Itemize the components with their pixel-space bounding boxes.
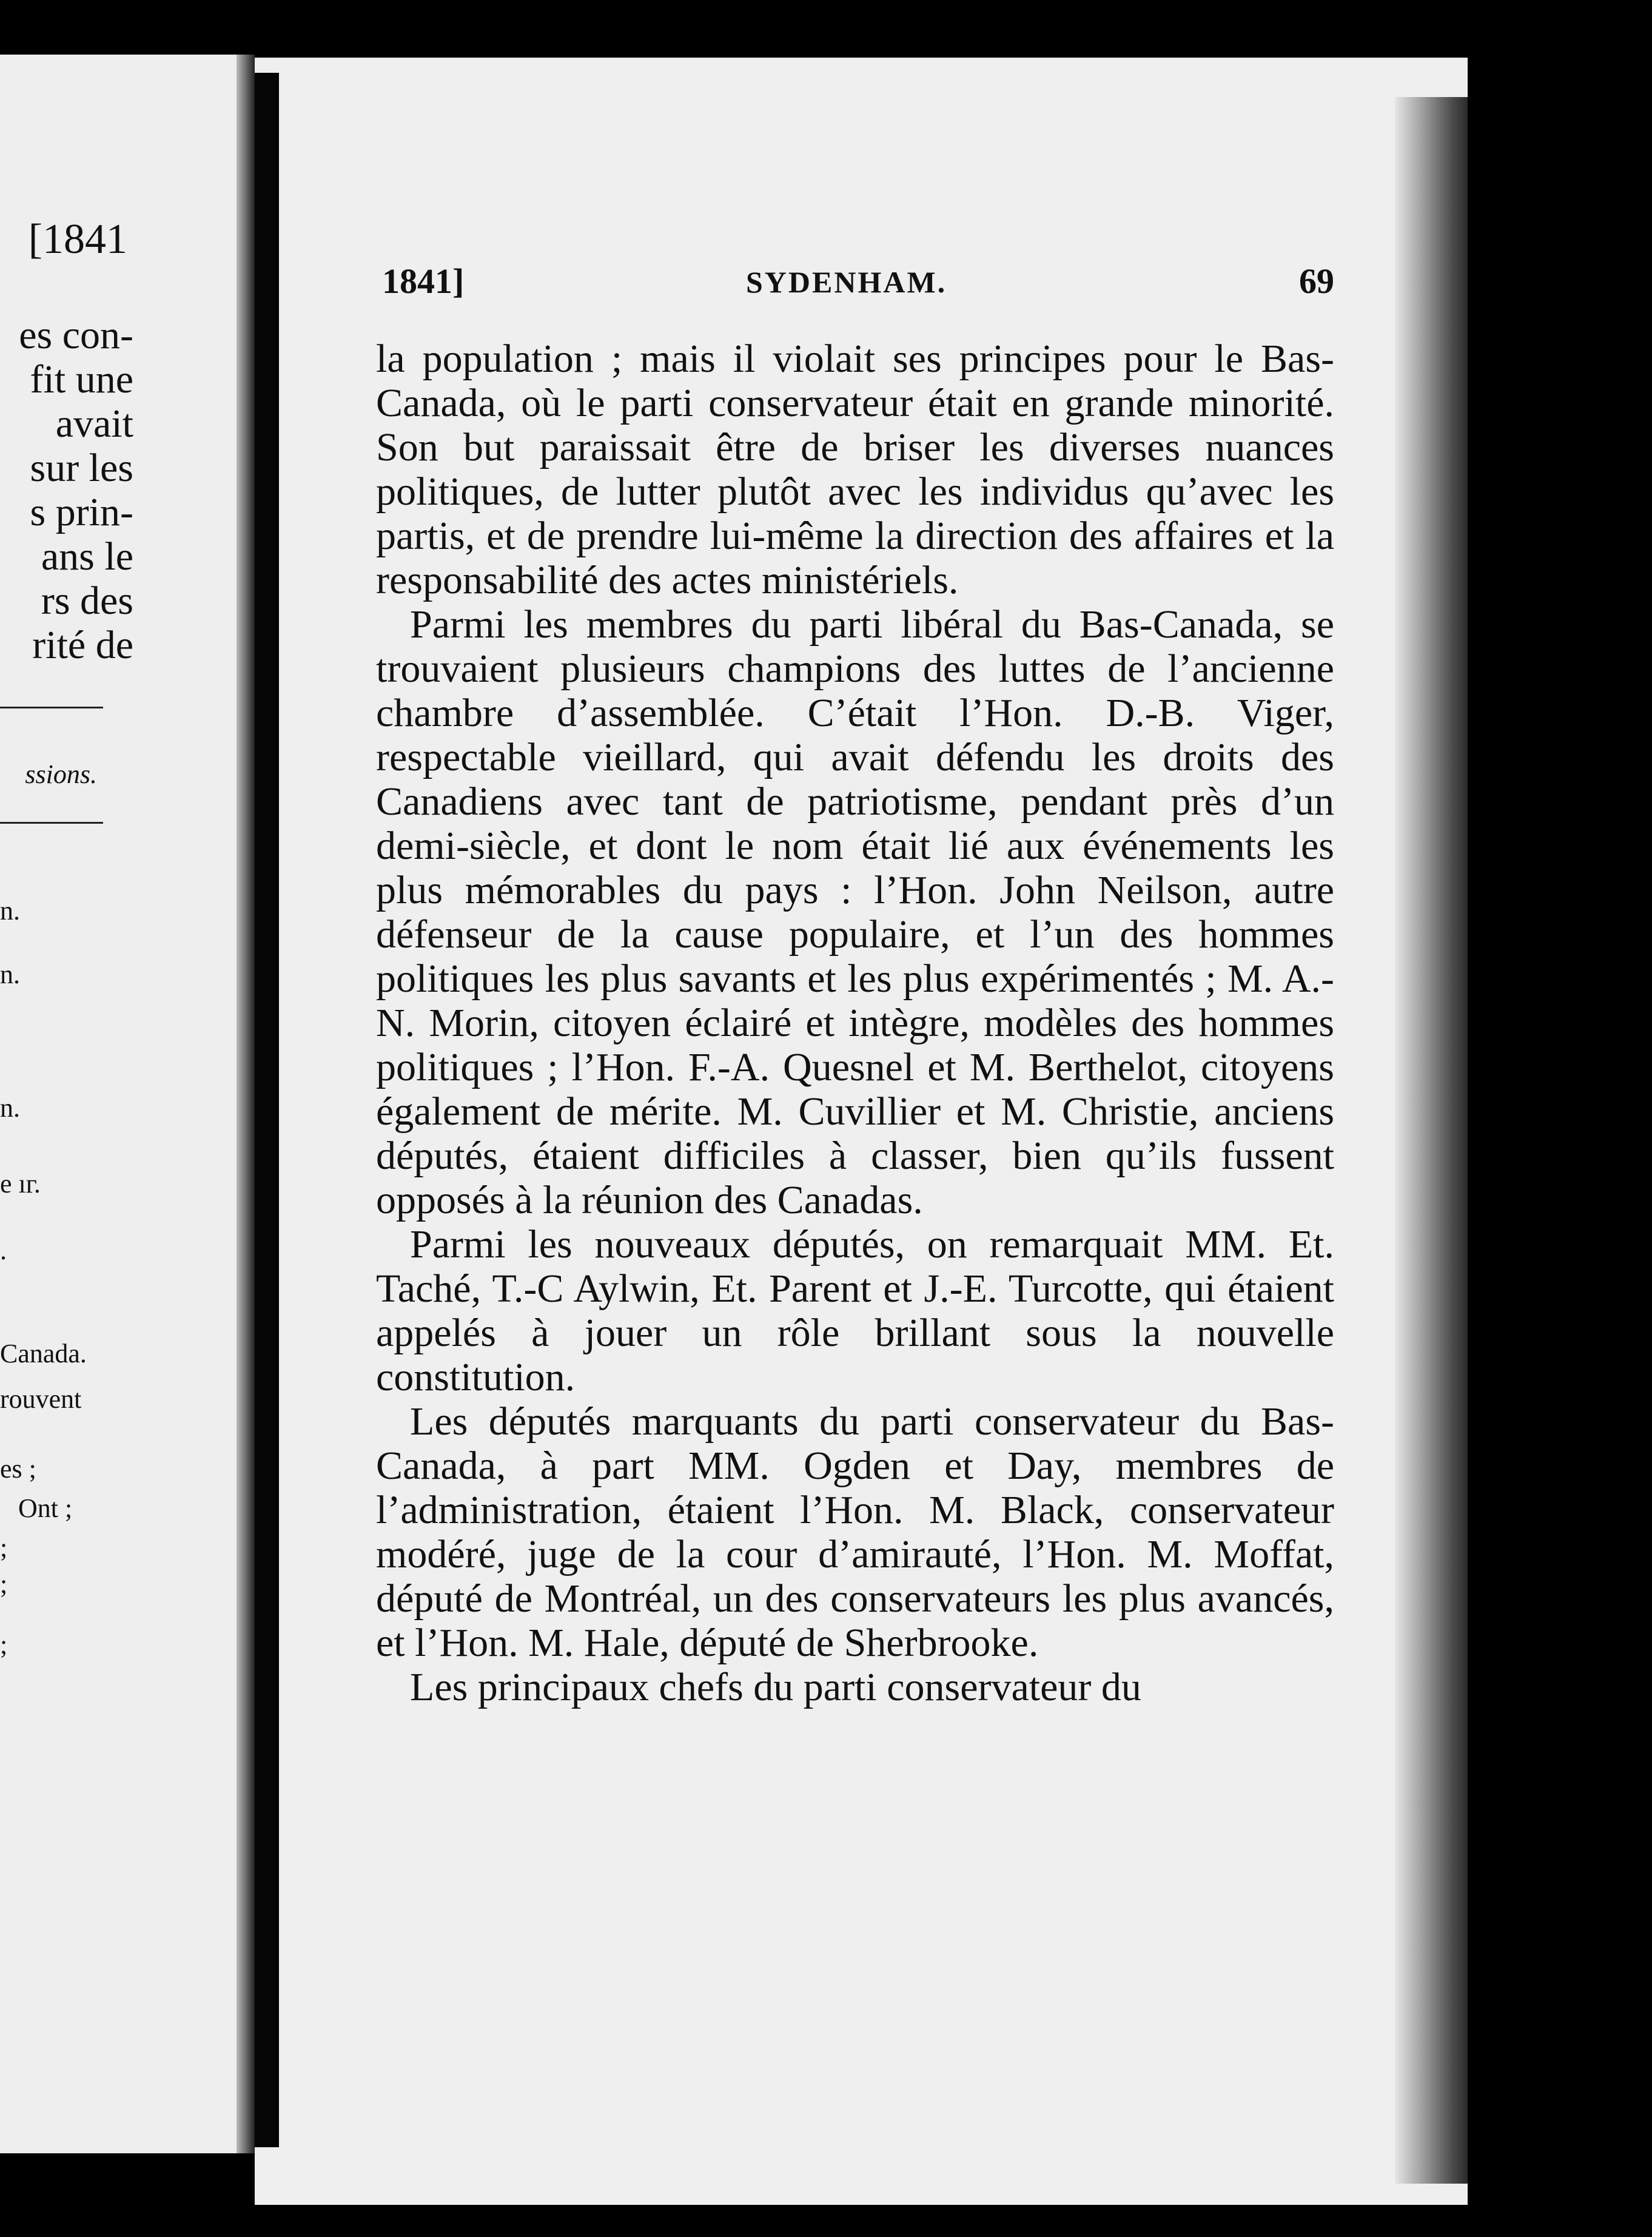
running-header-year: 1841] (382, 261, 465, 301)
left-list-8: es ; (0, 1454, 36, 1484)
left-fragment-7: rs des (41, 579, 133, 623)
body-text (376, 337, 1334, 1709)
paragraph-2: Parmi les membres du parti libéral du Bas-Canada, se trouvaient plusieurs champions des luttes de l’ancienne chambre d’assemblée. C’était l’Hon. D.-B. Viger, respectable vieillard, qui avait défendu les droits des Canadiens avec tant de patriotisme, pendant près d’un demi-siècle, et dont le nom était lié aux événements les plus mémorables du pays : l’Hon. John Neilson, autre défenseur de la cause populaire, et l’un des hommes politiques les plus savants et les plus expérimentés ; M. A.-N. Morin, citoyen éclairé et intègre, modèles des hommes politiques ; l’Hon. F.-A. Quesnel et M. Berthelot, citoyens également de mérite. M. Cuvillier et M. Christie, anciens députés, étaient difficiles à classer, bien qu’ils fussent opposés à la réunion des Canadas. (376, 602, 1334, 1222)
left-fragment-6: ans le (41, 534, 133, 579)
paragraph-1: la population ; mais il violait ses principes pour le Bas-Canada, où le parti conservateur était en grande minorité. Son but paraissait être de briser les diverses nuances politiques, de lutter plutôt avec les individus qu’avec les partis, et de prendre lui-même la direction des affaires et la responsabilité des actes ministériels. (376, 337, 1334, 602)
left-list-7: rouvent (0, 1384, 82, 1414)
left-page-gutter (237, 55, 255, 2153)
left-list-1: n. (0, 896, 20, 926)
left-italic-fragment: ssions. (25, 759, 97, 789)
left-list-3: n. (0, 1093, 20, 1123)
left-fragment-8: rité de (32, 623, 133, 667)
left-list-6: Canada. (0, 1339, 87, 1368)
paragraph-3: Parmi les nouveaux députés, on remarquait MM. Et. Taché, T.-C Aylwin, Et. Parent et J.-E. Turcotte, qui étaient appelés à jouer un rôle brillant sous la nouvelle constitution. (376, 1222, 1334, 1399)
page-number: 69 (1299, 261, 1334, 301)
left-list-5: . (0, 1236, 7, 1265)
left-fragment-4: sur les (30, 446, 133, 490)
left-list-12: ; (0, 1630, 8, 1660)
left-rule-2 (0, 822, 103, 824)
running-header (382, 261, 1334, 309)
running-header-title: SYDENHAM. (746, 265, 947, 299)
left-list-9: Ont ; (18, 1493, 73, 1523)
left-list-4: e ıг. (0, 1169, 41, 1199)
paragraph-5: Les principaux chefs du parti conservateur du (410, 1665, 1141, 1709)
left-page-fragment (0, 55, 237, 2153)
left-fragment-3: avait (55, 402, 133, 446)
book-spine (255, 73, 279, 2147)
left-list-2: n. (0, 960, 20, 989)
left-list-10: ; (0, 1533, 8, 1563)
left-list-11: ; (0, 1569, 8, 1599)
left-fragment-5: s prin- (30, 490, 133, 534)
paragraph-4: Les députés marquants du parti conservateur du Bas-Canada, à part MM. Ogden et Day, membres de l’administration, étaient l’Hon. M. Black, conservateur modéré, juge de la cour d’amirauté, l’Hon. M. Moffat, député de Montréal, un des conservateurs les plus avancés, et l’Hon. M. Hale, député de Sherbrooke. (376, 1399, 1334, 1665)
page-edge-shadow (1395, 97, 1468, 2184)
left-fragment-1: es con- (19, 313, 133, 357)
left-fragment-2: fit une (30, 357, 133, 402)
left-rule-1 (0, 707, 103, 708)
left-page-year: [1841 (28, 216, 127, 263)
